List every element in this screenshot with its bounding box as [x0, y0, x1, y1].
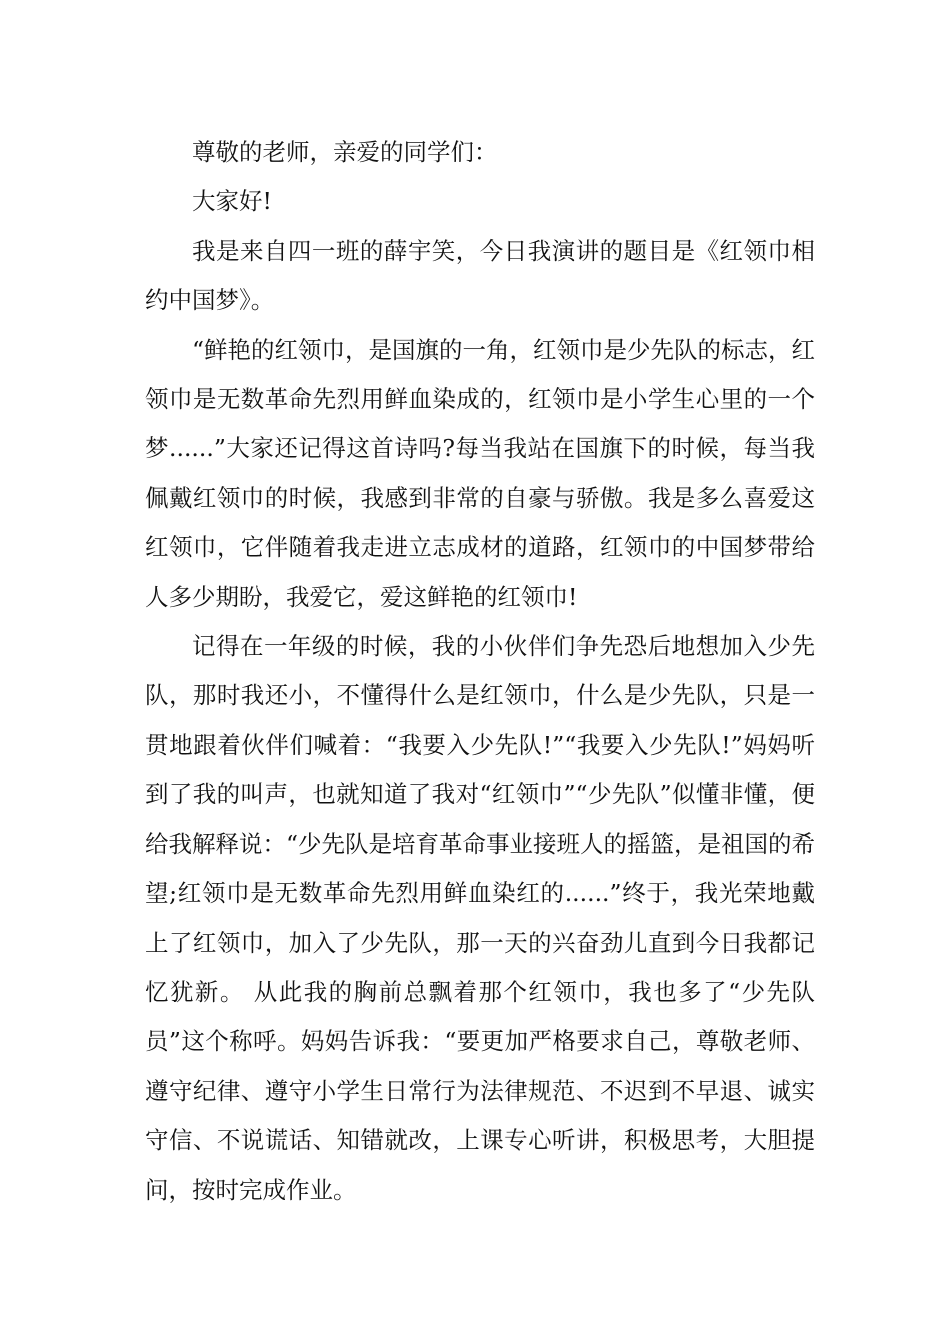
memory-paragraph: 记得在一年级的时候，我的小伙伴们争先恐后地想加入少先队，那时我还小，不懂得什么是红领巾，什么是少先队，只是一贯地跟着伙伴们喊着：“我要入少先队!”“我要入少先队!”妈妈听到了我的叫声，也就知道了我对“红领巾”“少先队”似懂非懂，便给我解释说：“少先队是培育革命事业接班人的摇篮，是祖国的希望;红领巾是无数革命先烈用鲜血染红的......”终于，我光荣地戴上了红领巾，加入了少先队，那一天的兴奋劲儿直到今日我都记忆犹新。 从此我的胸前总飘着那个红领巾，我也多了“少先队员”这个称呼。妈妈告诉我：“要更加严格要求自己，尊敬老师、遵守纪律、遵守小学生日常行为法律规范、不迟到不早退、诚实守信、不说谎话、知错就改，上课专心听讲，积极思考，大胆提问，按时完成作业。 — [145, 632, 816, 1204]
document-body — [145, 128, 815, 1215]
poem-paragraph: “鲜艳的红领巾，是国旗的一角，红领巾是少先队的标志，红领巾是无数革命先烈用鲜血染成的，红领巾是小学生心里的一个梦......”大家还记得这首诗吗?每当我站在国旗下的时候，每当我佩戴红领巾的时候，我感到非常的自豪与骄傲。我是多么喜爱这红领巾，它伴随着我走进立志成材的道路，红领巾的中国梦带给人多少期盼，我爱它，爱这鲜艳的红领巾! — [145, 335, 816, 611]
intro-paragraph: 我是来自四一班的薛宇笑，今日我演讲的题目是《红领巾相约中国梦》。 — [145, 236, 815, 315]
salutation-paragraph: 尊敬的老师，亲爱的同学们： — [192, 138, 498, 166]
greeting-paragraph: 大家好! — [192, 187, 272, 216]
